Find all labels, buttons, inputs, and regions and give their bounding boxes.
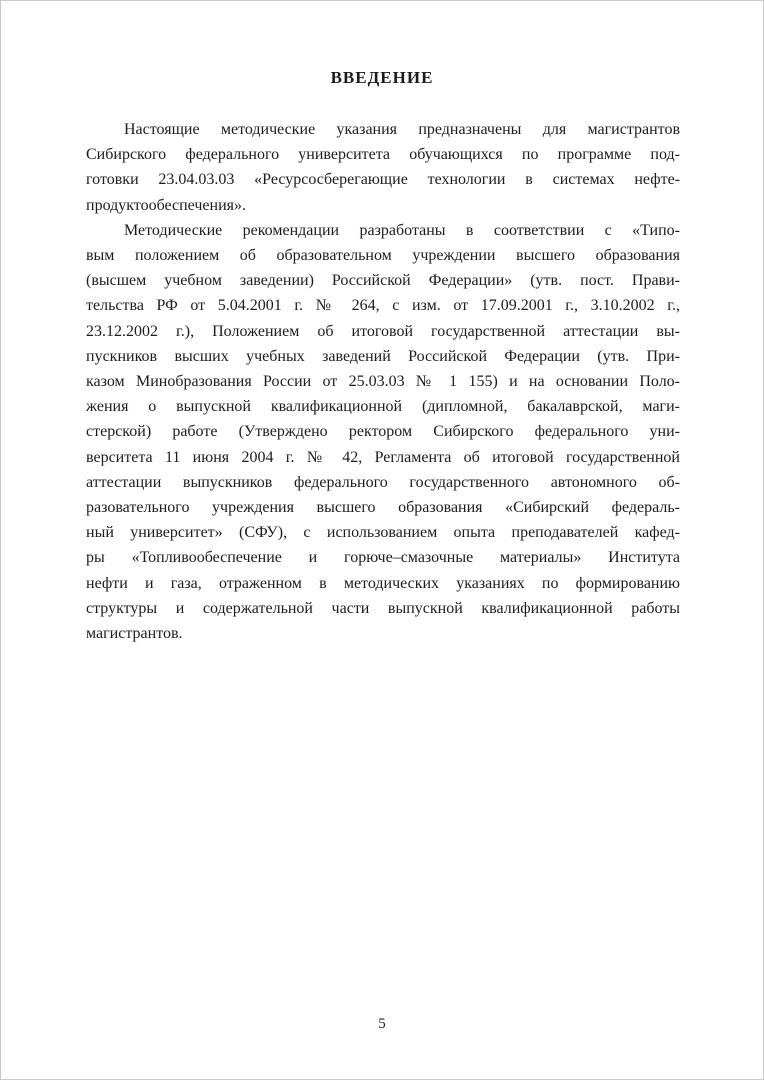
text-line: Сибирского федерального университета обучающихся по программе под-	[86, 146, 680, 164]
text-line: ры «Топливообеспечение и горюче–смазочные материалы» Института	[86, 549, 680, 567]
text-line: жения о выпускной квалификационной (дипломной, бакалаврской, маги-	[86, 398, 680, 416]
page-number: 5	[378, 1016, 386, 1032]
text-line: 23.12.2002 г.), Положением об итоговой государственной аттестации вы-	[86, 322, 680, 340]
text-line: нефти и газа, отраженном в методических указаниях по формированию	[86, 574, 680, 592]
paragraph	[86, 117, 680, 218]
text-line: казом Минобразования России от 25.03.03 № 1 155) и на основании Поло-	[86, 373, 680, 391]
text-line: Методические рекомендации разработаны в соответствии с «Типо-	[124, 221, 680, 239]
text-line: вым положением об образовательном учреждении высшего образования	[86, 247, 680, 265]
text-line: стерской) работе (Утверждено ректором Сибирского федерального уни-	[86, 423, 680, 441]
text-line: разовательного учреждения высшего образования «Сибирский федераль-	[86, 499, 680, 517]
text-line: верситета 11 июня 2004 г. № 42, Регламента об итоговой государственной	[86, 448, 680, 466]
text-line: пускников высших учебных заведений Российской Федерации (утв. При-	[86, 347, 680, 365]
text-line: Настоящие методические указания предназначены для магистрантов	[124, 121, 680, 138]
text-line: продуктообеспечения».	[86, 196, 247, 214]
text-line: тельства РФ от 5.04.2001 г. № 264, с изм. от 17.09.2001 г., 3.10.2002 г.,	[86, 297, 680, 315]
text-line: ный университет» (СФУ), с использованием опыта преподавателей кафед-	[86, 524, 680, 542]
text-line: готовки 23.04.03.03 «Ресурсосберегающие технологии в системах нефте-	[86, 171, 680, 189]
paragraph	[86, 218, 680, 646]
text-line: (высшем учебном заведении) Российской Федерации» (утв. пост. Прави-	[86, 272, 680, 290]
document-title: ВВЕДЕНИЕ	[330, 68, 434, 87]
text-line: аттестации выпускников федерального государственного автономного об-	[86, 473, 680, 491]
document-body	[1, 117, 763, 646]
text-line: структуры и содержательной части выпускной квалификационной работы	[86, 599, 680, 617]
text-line: магистрантов.	[86, 625, 183, 643]
